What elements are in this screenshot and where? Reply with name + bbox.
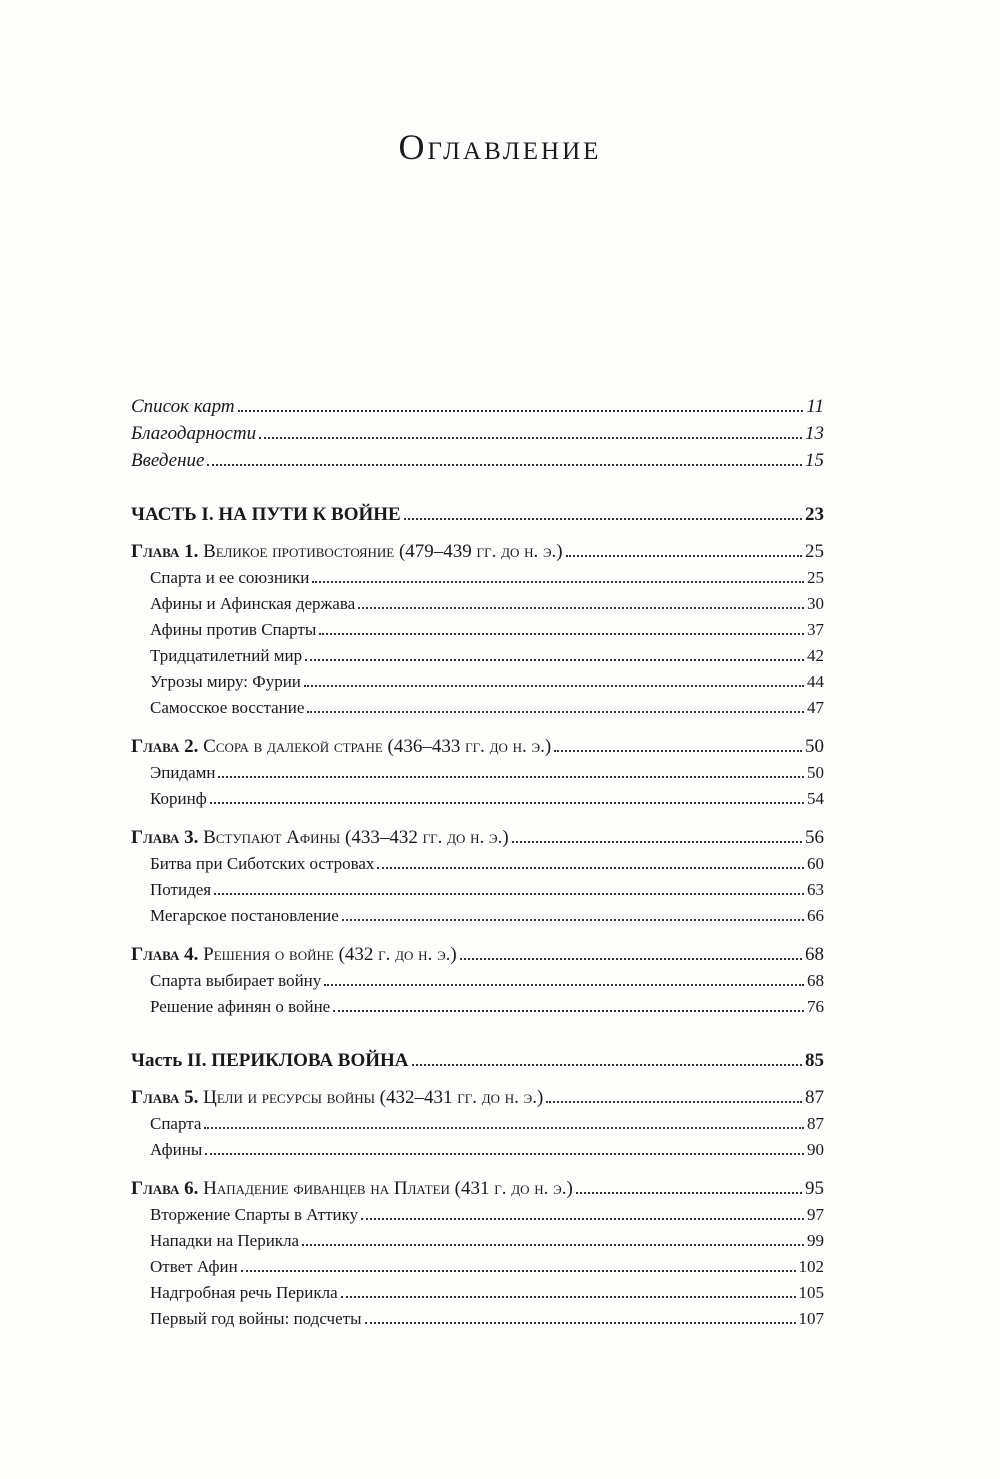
- dot-leader: [304, 673, 804, 687]
- page-title: Оглавление: [398, 127, 602, 167]
- page-number: 97: [807, 1205, 824, 1224]
- dot-leader: [576, 1180, 802, 1194]
- page-number: 90: [807, 1140, 824, 1159]
- dot-leader: [412, 1052, 802, 1066]
- dot-leader: [358, 595, 804, 609]
- chapter-entry[interactable]: [131, 824, 824, 851]
- page-number: 15: [805, 450, 824, 471]
- section-title: Надгробная речь Перикла: [150, 1283, 338, 1302]
- dot-leader: [365, 1310, 796, 1324]
- page-number: 107: [798, 1309, 824, 1328]
- page-number: 63: [807, 880, 824, 899]
- dot-leader: [259, 425, 802, 439]
- page-number: 44: [807, 672, 824, 691]
- chapter-title: Великое противостояние (479–439 гг. до н. э.): [203, 541, 563, 562]
- dot-leader: [307, 699, 804, 713]
- chapter-title: Нападение фиванцев на Платеи (431 г. до н. э.): [203, 1178, 573, 1199]
- dot-leader: [333, 998, 804, 1012]
- dot-leader: [404, 506, 802, 520]
- section-entry[interactable]: [131, 1137, 824, 1163]
- section-entry[interactable]: [131, 669, 824, 695]
- dot-leader: [204, 1115, 804, 1129]
- page-number: 25: [807, 568, 824, 587]
- section-title: Спарта выбирает войну: [150, 971, 322, 990]
- section-entry[interactable]: [131, 1202, 824, 1228]
- chapter-title: Вступают Афины (433–432 гг. до н. э.): [203, 827, 509, 848]
- section-title: Битва при Сиботских островах: [150, 854, 375, 873]
- chapter-label: Глава 2.: [131, 736, 199, 757]
- section-entry[interactable]: [131, 1254, 824, 1280]
- front-matter-entry[interactable]: [131, 393, 824, 420]
- section-title: Нападки на Перикла: [150, 1231, 300, 1250]
- section-title: Самосское восстание: [150, 698, 305, 717]
- section-entry[interactable]: [131, 1111, 824, 1137]
- page-number: 85: [805, 1050, 824, 1071]
- page-number: 54: [807, 789, 824, 808]
- dot-leader: [361, 1206, 804, 1220]
- chapter-label: Глава 6.: [131, 1178, 199, 1199]
- dot-leader: [218, 764, 804, 778]
- dot-leader: [210, 790, 804, 804]
- dot-leader: [305, 647, 804, 661]
- section-title: Угрозы миру: Фурии: [150, 672, 301, 691]
- page-number: 37: [807, 620, 824, 639]
- part-heading[interactable]: [131, 500, 824, 530]
- section-entry[interactable]: [131, 968, 824, 994]
- section-title: Ответ Афин: [150, 1257, 238, 1276]
- section-entry[interactable]: [131, 786, 824, 812]
- chapter-label: Глава 5.: [131, 1087, 199, 1108]
- section-title: Потидея: [150, 880, 212, 899]
- page-number: 66: [807, 906, 824, 925]
- section-entry[interactable]: [131, 760, 824, 786]
- section-title: Афины и Афинская держава: [150, 594, 356, 613]
- dot-leader: [342, 907, 804, 921]
- dot-leader: [546, 1089, 802, 1103]
- page-number: 56: [805, 827, 824, 848]
- dot-leader: [238, 398, 804, 412]
- dot-leader: [214, 881, 804, 895]
- chapter-label: Глава 1.: [131, 541, 199, 562]
- table-of-contents: [131, 393, 824, 1332]
- chapter-label: Глава 4.: [131, 944, 199, 965]
- page-number: 50: [807, 763, 824, 782]
- section-title: Афины против Спарты: [150, 620, 317, 639]
- page-number: 13: [805, 423, 824, 444]
- page-number: 87: [805, 1087, 824, 1108]
- section-entry[interactable]: [131, 695, 824, 721]
- section-entry[interactable]: [131, 591, 824, 617]
- section-title: Спарта и ее союзники: [150, 568, 310, 587]
- dot-leader: [566, 543, 802, 557]
- front-matter-entry[interactable]: [131, 447, 824, 474]
- page-number: 68: [807, 971, 824, 990]
- section-entry[interactable]: [131, 994, 824, 1020]
- dot-leader: [324, 972, 804, 986]
- chapter-entry[interactable]: [131, 538, 824, 565]
- part-heading[interactable]: [131, 1046, 824, 1076]
- page-number: 87: [807, 1114, 824, 1133]
- part-label: ЧАСТЬ I.: [131, 504, 214, 525]
- section-title: Мегарское постановление: [150, 906, 339, 925]
- dot-leader: [512, 829, 802, 843]
- section-title: Вторжение Спарты в Аттику: [150, 1205, 359, 1224]
- page-number: 105: [798, 1283, 824, 1302]
- page-number: 11: [806, 396, 824, 417]
- page-number: 95: [805, 1178, 824, 1199]
- section-entry[interactable]: [131, 851, 824, 877]
- page-number: 76: [807, 997, 824, 1016]
- section-entry[interactable]: [131, 877, 824, 903]
- part-label: Часть II.: [131, 1050, 207, 1071]
- page-number: 102: [798, 1257, 824, 1276]
- front-matter-entry[interactable]: [131, 420, 824, 447]
- chapter-title: Ссора в далекой стране (436–433 гг. до н. э.): [203, 736, 552, 757]
- page-number: 68: [805, 944, 824, 965]
- part-title: ПЕРИКЛОВА ВОЙНА: [211, 1050, 409, 1071]
- chapter-entry[interactable]: [131, 1084, 824, 1111]
- page-number: 99: [807, 1231, 824, 1250]
- section-entry[interactable]: [131, 1280, 824, 1306]
- page-number: 30: [807, 594, 824, 613]
- chapter-entry[interactable]: [131, 733, 824, 760]
- dot-leader: [205, 1141, 804, 1155]
- dot-leader: [341, 1284, 796, 1298]
- page-number: 50: [805, 736, 824, 757]
- part-title: НА ПУТИ К ВОЙНЕ: [218, 504, 401, 525]
- page-number: 60: [807, 854, 824, 873]
- dot-leader: [312, 569, 804, 583]
- entry-title: Список карт: [131, 396, 235, 417]
- section-entry[interactable]: [131, 1306, 824, 1332]
- chapter-title: Цели и ресурсы войны (432–431 гг. до н. э.): [203, 1087, 544, 1108]
- section-title: Первый год войны: подсчеты: [150, 1309, 362, 1328]
- dot-leader: [377, 855, 804, 869]
- section-entry[interactable]: [131, 617, 824, 643]
- section-title: Коринф: [150, 789, 207, 808]
- entry-title: Благодарности: [131, 423, 257, 444]
- page-number: 42: [807, 646, 824, 665]
- section-title: Решение афинян о войне: [150, 997, 331, 1016]
- section-title: Тридцатилетний мир: [150, 646, 303, 665]
- chapter-entry[interactable]: [131, 1175, 824, 1202]
- dot-leader: [460, 946, 802, 960]
- section-title: Афины: [150, 1140, 203, 1159]
- page-number: 25: [805, 541, 824, 562]
- section-entry[interactable]: [131, 1228, 824, 1254]
- chapter-title: Решения о войне (432 г. до н. э.): [203, 944, 457, 965]
- section-entry[interactable]: [131, 565, 824, 591]
- entry-title: Введение: [131, 450, 205, 471]
- section-entry[interactable]: [131, 903, 824, 929]
- dot-leader: [302, 1232, 804, 1246]
- dot-leader: [241, 1258, 796, 1272]
- page-number: 23: [805, 504, 824, 525]
- page-number: 47: [807, 698, 824, 717]
- chapter-label: Глава 3.: [131, 827, 199, 848]
- dot-leader: [207, 452, 802, 466]
- dot-leader: [319, 621, 804, 635]
- dot-leader: [554, 738, 802, 752]
- section-title: Спарта: [150, 1114, 202, 1133]
- chapter-entry[interactable]: [131, 941, 824, 968]
- section-entry[interactable]: [131, 643, 824, 669]
- section-title: Эпидамн: [150, 763, 216, 782]
